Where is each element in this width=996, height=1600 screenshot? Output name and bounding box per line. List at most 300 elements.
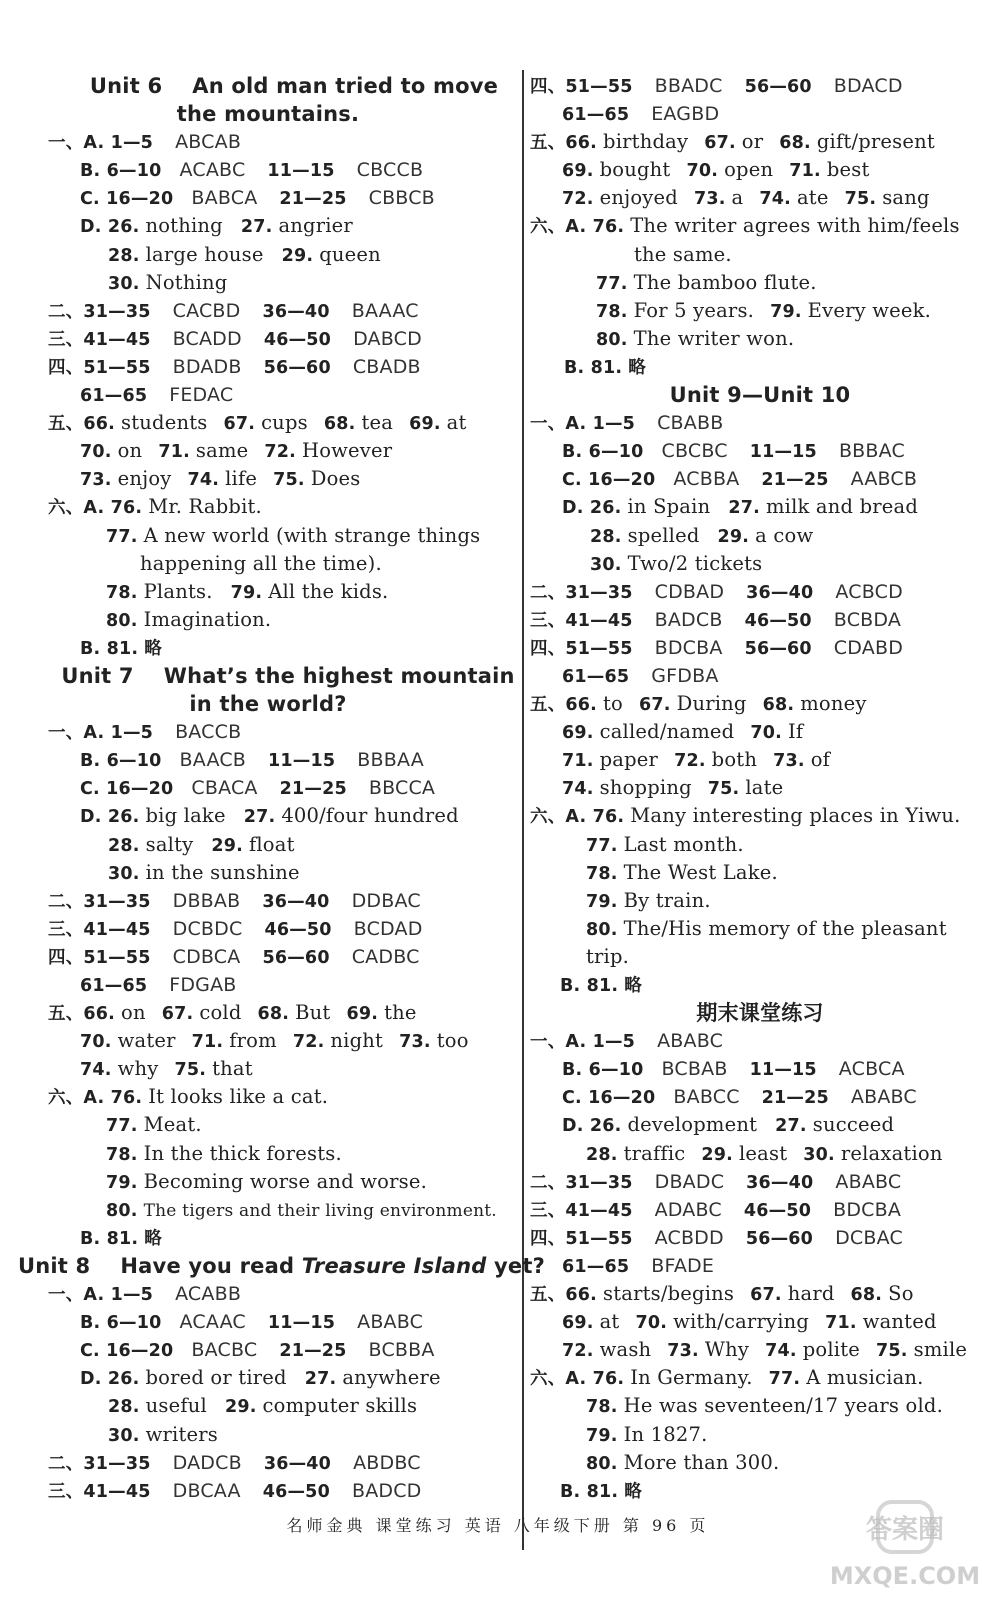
- answer-line: [18, 353, 518, 381]
- question-number: 61—65: [80, 386, 148, 407]
- answer-line: [530, 831, 990, 859]
- answer-line: [18, 943, 518, 971]
- answer-text: polite: [802, 1338, 861, 1362]
- answer-text: Many interesting places in Yiwu.: [630, 804, 961, 828]
- question-number: 56—60: [744, 638, 812, 659]
- question-number: 略: [624, 1481, 642, 1502]
- answer-text: The tigers and their living environment.: [143, 1200, 497, 1221]
- question-number: 四、51—55: [530, 77, 633, 97]
- answer-letters: BDADB: [172, 355, 242, 378]
- question-number: 72.: [292, 1032, 325, 1053]
- question-number: C. 16—20: [80, 189, 174, 210]
- question-number: 六、A. 76.: [530, 1369, 625, 1390]
- answer-text: Nothing: [145, 270, 228, 294]
- answer-letters: ABABC: [657, 1030, 724, 1053]
- answer-text: writers: [145, 1422, 218, 1446]
- question-number: C. 16—20: [562, 470, 656, 491]
- svg-text:MXQE.COM: MXQE.COM: [829, 1562, 981, 1590]
- answer-text: Meat.: [143, 1113, 202, 1137]
- answer-letters: BFADE: [651, 1254, 715, 1277]
- question-number: 二、31—35: [530, 582, 633, 603]
- answer-letters: ACBCA: [838, 1058, 905, 1081]
- answer-letters: BDCBA: [654, 636, 723, 659]
- question-number: B. 81.: [564, 357, 623, 378]
- question-number: 五、66.: [48, 414, 116, 435]
- answer-text: The West Lake.: [623, 860, 778, 884]
- question-number: 70.: [80, 442, 112, 463]
- answer-text: a cow: [755, 523, 814, 547]
- answer-text: traffic: [623, 1141, 686, 1165]
- answer-letters: ABDBC: [353, 1451, 421, 1474]
- answer-text: 期末课堂练习: [696, 1001, 824, 1026]
- answer-line: [530, 72, 990, 100]
- answer-letters: CBADB: [352, 355, 421, 378]
- answer-letters: ACABB: [175, 1283, 242, 1306]
- answer-line: [18, 1055, 518, 1083]
- section-heading: [18, 1252, 545, 1280]
- question-number: 67.: [161, 1004, 194, 1025]
- question-number: 28.: [108, 1397, 140, 1418]
- answer-letters: DBBAB: [172, 889, 241, 912]
- answer-line: [530, 297, 990, 325]
- answer-text: big lake: [145, 804, 226, 828]
- question-number: 一、A. 1—5: [48, 723, 154, 744]
- answer-text: in the sunshine: [145, 860, 300, 884]
- question-number: 略: [624, 976, 642, 996]
- answer-letters: BADCB: [654, 608, 723, 631]
- answer-text: in the world?: [189, 692, 347, 717]
- answer-text: gift/present: [816, 130, 935, 154]
- question-number: 67.: [639, 695, 671, 716]
- answer-line: [18, 493, 518, 521]
- question-number: 69.: [409, 414, 441, 435]
- question-number: 29.: [281, 245, 314, 266]
- answer-text: But: [295, 1001, 331, 1025]
- answer-line: [530, 465, 990, 493]
- right-column: [530, 72, 990, 1505]
- question-number: 29.: [717, 526, 750, 547]
- answer-line: [18, 999, 518, 1027]
- question-number: 73.: [693, 189, 726, 210]
- answer-line: [530, 1224, 990, 1252]
- question-number: 73.: [773, 751, 805, 772]
- answer-letters: CADBC: [351, 945, 420, 968]
- question-number: D. 26.: [562, 1116, 622, 1137]
- answer-line: [530, 690, 990, 718]
- answer-letters: CACBD: [172, 299, 241, 322]
- question-number: 69.: [562, 161, 594, 182]
- answer-text: water: [117, 1029, 176, 1053]
- answer-line: [530, 971, 990, 999]
- question-number: 80.: [586, 1453, 618, 1474]
- answer-text: A musician.: [806, 1366, 924, 1390]
- question-number: 68.: [850, 1285, 883, 1306]
- question-number: 72.: [562, 189, 594, 210]
- answer-line: [530, 915, 990, 943]
- answer-text: Every week.: [807, 298, 931, 322]
- question-number: 68.: [779, 133, 811, 154]
- question-number: 73.: [399, 1032, 431, 1053]
- answer-letters: BDACD: [833, 75, 903, 97]
- answer-letters: CBACA: [191, 777, 258, 800]
- answer-line: [18, 1449, 518, 1477]
- question-number: 72.: [674, 751, 706, 772]
- question-number: 70.: [635, 1313, 668, 1334]
- answer-letters: BBBAA: [357, 749, 424, 772]
- answer-line: [18, 1083, 518, 1111]
- question-number: 80.: [586, 919, 618, 940]
- answer-line: [530, 241, 990, 269]
- answer-letters: DABCD: [353, 327, 422, 350]
- answer-line: [18, 1421, 518, 1449]
- question-number: 73.: [80, 470, 112, 491]
- answer-line: [530, 1336, 990, 1364]
- answer-line: [18, 156, 518, 184]
- question-number: 46—50: [264, 919, 332, 940]
- question-number: 73.: [667, 1341, 699, 1362]
- question-number: 69.: [562, 1313, 594, 1334]
- answer-letters: BABCA: [191, 187, 258, 210]
- question-number: 75.: [174, 1060, 207, 1081]
- answer-text: anywhere: [342, 1366, 441, 1390]
- answer-line: [18, 1027, 518, 1055]
- answer-line: [18, 1224, 518, 1252]
- answer-letters: DBCAA: [172, 1479, 241, 1502]
- question-number: 78.: [586, 1397, 618, 1418]
- answer-letters: BCBAB: [661, 1058, 728, 1081]
- answer-text: least: [739, 1141, 788, 1165]
- answer-line: [18, 1308, 518, 1336]
- answer-text: ate: [796, 186, 829, 210]
- answer-letters: ACABC: [179, 159, 246, 182]
- answer-text: called/named: [599, 720, 735, 744]
- answer-text: If: [787, 720, 804, 744]
- answer-line: [18, 1392, 518, 1420]
- question-number: 79.: [106, 1172, 138, 1193]
- answer-line: [530, 1027, 990, 1055]
- answer-letters: BADCD: [351, 1479, 422, 1502]
- answer-text: For 5 years.: [633, 298, 755, 322]
- answer-text: too: [436, 1029, 469, 1053]
- question-number: 75.: [876, 1341, 908, 1362]
- question-number: 三、41—45: [48, 1481, 151, 1502]
- answer-line: [530, 1055, 990, 1083]
- answer-text: float: [248, 832, 295, 856]
- answer-text: night: [330, 1029, 384, 1053]
- answer-letters: BABCC: [673, 1086, 740, 1109]
- question-number: 11—15: [749, 1060, 817, 1081]
- answer-line: [18, 1140, 518, 1168]
- answer-text: that: [212, 1057, 253, 1081]
- answer-letters: CBCCB: [356, 159, 424, 182]
- answer-line: [530, 1168, 990, 1196]
- answer-text: of: [810, 748, 831, 772]
- question-number: 72.: [562, 1341, 594, 1362]
- page-footer: 名师金典 课堂练习 英语 八年级下册 第 96 页: [286, 1516, 710, 1535]
- question-number: 56—60: [744, 77, 812, 97]
- question-number: 四、51—55: [530, 638, 633, 659]
- answer-line: [18, 915, 518, 943]
- answer-text: Mr. Rabbit.: [148, 495, 262, 519]
- answer-letters: BACCB: [175, 721, 242, 744]
- question-number: 36—40: [746, 582, 814, 603]
- answer-line: [530, 100, 990, 128]
- question-number: 79.: [586, 891, 618, 912]
- answer-letters: ACBDD: [654, 1226, 724, 1249]
- question-number: D. 26.: [80, 807, 140, 828]
- answer-text: happening all the time).: [140, 551, 382, 575]
- answer-text: nothing: [145, 214, 223, 238]
- answer-line: [18, 971, 518, 999]
- question-number: 二、31—35: [48, 301, 151, 322]
- answer-line: [530, 746, 990, 774]
- answer-text: the mountains.: [176, 102, 360, 127]
- answer-text: best: [826, 158, 870, 182]
- question-number: 一、A. 1—5: [48, 133, 154, 154]
- answer-letters: BBADC: [654, 75, 723, 97]
- answer-text: queen: [319, 242, 381, 266]
- answer-line: [530, 156, 990, 184]
- answer-text: computer skills: [262, 1394, 418, 1418]
- answer-text: All the kids.: [268, 579, 389, 603]
- answer-line: [530, 269, 990, 297]
- answer-line: [18, 409, 518, 437]
- answer-text: students: [121, 411, 208, 435]
- question-number: 74.: [187, 470, 220, 491]
- answer-line: [530, 578, 990, 606]
- answer-line: [530, 1196, 990, 1224]
- answer-letters: BCBBA: [368, 1339, 435, 1362]
- answer-text: life: [225, 467, 258, 491]
- question-number: 70.: [686, 161, 719, 182]
- answer-text: Unit 9—Unit 10: [669, 383, 851, 408]
- answer-line: [18, 578, 518, 606]
- question-number: 28.: [108, 835, 140, 856]
- answer-text: Two/2 tickets: [627, 551, 763, 575]
- answer-line: [530, 325, 990, 353]
- question-number: 二、31—35: [48, 891, 151, 912]
- answer-text: Treasure Island: [301, 1253, 487, 1278]
- question-number: 74.: [759, 189, 791, 210]
- answer-letters: EAGBD: [651, 103, 720, 126]
- question-number: 68.: [323, 414, 356, 435]
- answer-line: [530, 1252, 990, 1280]
- answer-line: [530, 606, 990, 634]
- question-number: 三、41—45: [530, 1200, 633, 1221]
- answer-text: milk and bread: [765, 495, 919, 519]
- answer-letters: BAAAC: [351, 299, 419, 322]
- question-number: 67.: [223, 414, 256, 435]
- left-column: [18, 72, 545, 1505]
- answer-line: [530, 662, 990, 690]
- answer-letters: FDGAB: [169, 974, 237, 996]
- answer-text: Why: [704, 1338, 750, 1362]
- question-number: 三、41—45: [48, 329, 151, 350]
- question-number: 61—65: [562, 105, 630, 126]
- question-number: 56—60: [262, 947, 330, 968]
- question-number: 11—15: [267, 1313, 336, 1334]
- answer-text: Plants.: [143, 579, 213, 603]
- answer-text: in Spain: [627, 495, 711, 519]
- answer-line: [530, 1449, 990, 1477]
- answer-line: [18, 634, 518, 662]
- question-number: 略: [144, 638, 162, 659]
- answer-line: [18, 437, 518, 465]
- answer-text: paper: [599, 748, 659, 772]
- answer-text: angrier: [278, 214, 353, 238]
- question-number: 80.: [596, 329, 628, 350]
- answer-text: same: [195, 439, 249, 463]
- question-number: 二、31—35: [530, 1172, 633, 1193]
- answer-line: [530, 184, 990, 212]
- section-heading: [18, 100, 518, 128]
- answer-text: In Germany.: [630, 1366, 753, 1390]
- question-number: 五、66.: [48, 1004, 116, 1025]
- question-number: B. 6—10: [80, 1313, 162, 1334]
- question-number: D. 26.: [80, 1369, 140, 1390]
- answer-letters: ACBBA: [673, 468, 740, 491]
- answer-letters: DDBAC: [351, 889, 421, 912]
- answer-line: [530, 128, 990, 156]
- question-number: 二、31—35: [48, 1453, 151, 1474]
- section-heading: [18, 690, 518, 718]
- question-number: 28.: [586, 1144, 618, 1165]
- answer-letters: BBBAC: [838, 440, 905, 463]
- answer-letters: DBADC: [654, 1170, 725, 1193]
- question-number: 61—65: [562, 1256, 630, 1277]
- answer-text: money: [800, 692, 867, 716]
- answer-letters: ABABC: [357, 1311, 424, 1334]
- answer-text: at: [446, 411, 467, 435]
- question-number: 28.: [108, 245, 140, 266]
- answer-line: [18, 718, 518, 746]
- question-number: 21—25: [279, 189, 347, 210]
- question-number: 77.: [106, 526, 138, 547]
- answer-text: bored or tired: [145, 1366, 287, 1390]
- question-number: B. 81.: [560, 976, 619, 996]
- question-number: 四、51—55: [530, 1228, 633, 1249]
- answer-text: spelled: [627, 523, 700, 547]
- answer-letters: BBCCA: [368, 777, 436, 800]
- question-number: 27.: [775, 1116, 807, 1137]
- answer-line: [530, 1111, 990, 1139]
- question-number: B. 81.: [80, 1228, 139, 1249]
- answer-text: enjoy: [117, 467, 172, 491]
- question-number: 71.: [562, 751, 594, 772]
- question-number: 72.: [264, 442, 296, 463]
- answer-text: large house: [145, 242, 264, 266]
- answer-text: 400/four hundred: [281, 804, 459, 828]
- question-number: 29.: [224, 1397, 257, 1418]
- question-number: 三、41—45: [48, 919, 151, 940]
- watermark-logo: [820, 1500, 990, 1596]
- answer-text: The writer agrees with him/feels: [630, 214, 960, 238]
- answer-line: [18, 1111, 518, 1139]
- answer-text: both: [711, 748, 758, 772]
- svg-text:答案圈: 答案圈: [865, 1515, 945, 1545]
- question-number: 46—50: [263, 329, 332, 350]
- answer-line: [18, 212, 518, 240]
- answer-line: [530, 1421, 990, 1449]
- question-number: 四、51—55: [48, 947, 151, 968]
- answer-text: Unit 8 Have you read: [18, 1253, 302, 1278]
- question-number: 36—40: [746, 1172, 814, 1193]
- question-number: 六、A. 76.: [530, 807, 625, 828]
- answer-line: [18, 325, 518, 353]
- answer-line: [530, 493, 990, 521]
- question-number: 46—50: [744, 610, 812, 631]
- answer-text: development: [627, 1113, 758, 1137]
- question-number: 80.: [106, 1200, 138, 1221]
- answer-text: trip.: [586, 944, 630, 968]
- question-number: 11—15: [749, 442, 817, 463]
- answer-text: In 1827.: [623, 1422, 708, 1446]
- question-number: C. 16—20: [80, 779, 174, 800]
- question-number: 80.: [106, 610, 138, 631]
- section-heading: [18, 72, 518, 100]
- answer-letters: GFDBA: [651, 664, 719, 687]
- column-divider: [522, 70, 524, 1550]
- question-number: 77.: [768, 1369, 801, 1390]
- question-number: 69.: [346, 1004, 379, 1025]
- question-number: 79.: [230, 582, 263, 603]
- section-heading: [18, 662, 518, 690]
- answer-text: why: [117, 1057, 159, 1081]
- answer-letters: ABCAB: [175, 131, 242, 154]
- answer-text: Does: [310, 467, 361, 491]
- answer-letters: BDCBA: [833, 1198, 902, 1221]
- question-number: 21—25: [279, 1341, 347, 1362]
- question-number: 五、66.: [530, 1285, 598, 1306]
- question-number: 六、A. 76.: [48, 1088, 143, 1109]
- answer-line: [18, 550, 518, 578]
- answer-text: The writer won.: [633, 326, 795, 350]
- answer-text: open: [724, 158, 774, 182]
- answer-text: relaxation: [840, 1141, 943, 1165]
- answer-text: a: [731, 186, 744, 210]
- question-number: 27.: [304, 1369, 337, 1390]
- answer-line: [530, 522, 990, 550]
- question-number: 30.: [803, 1144, 835, 1165]
- answer-line: [18, 522, 518, 550]
- answer-letters: CBCBC: [661, 440, 728, 463]
- answer-text: useful: [145, 1394, 207, 1418]
- question-number: 21—25: [761, 1088, 829, 1109]
- question-number: 77.: [596, 273, 628, 294]
- answer-text: on: [117, 439, 143, 463]
- question-number: 61—65: [562, 666, 630, 687]
- question-number: 36—40: [262, 891, 330, 912]
- question-number: 71.: [191, 1032, 224, 1053]
- answer-text: More than 300.: [623, 1450, 780, 1474]
- question-number: 56—60: [263, 357, 331, 378]
- answer-letters: ABABC: [850, 1086, 917, 1109]
- answer-line: [530, 859, 990, 887]
- answer-line: [530, 353, 990, 381]
- question-number: 27.: [240, 217, 273, 238]
- question-number: 75.: [273, 470, 305, 491]
- answer-text: So: [888, 1282, 914, 1306]
- question-number: 五、66.: [530, 695, 598, 716]
- answer-line: [18, 1280, 518, 1308]
- answer-text: Unit 7 What’s the highest mountain: [61, 663, 515, 688]
- answer-text: However: [302, 439, 393, 463]
- answer-text: Becoming worse and worse.: [143, 1169, 427, 1193]
- answer-line: [530, 774, 990, 802]
- answer-letters: DADCB: [172, 1451, 242, 1474]
- answer-text: to: [603, 692, 623, 716]
- question-number: 77.: [106, 1116, 138, 1137]
